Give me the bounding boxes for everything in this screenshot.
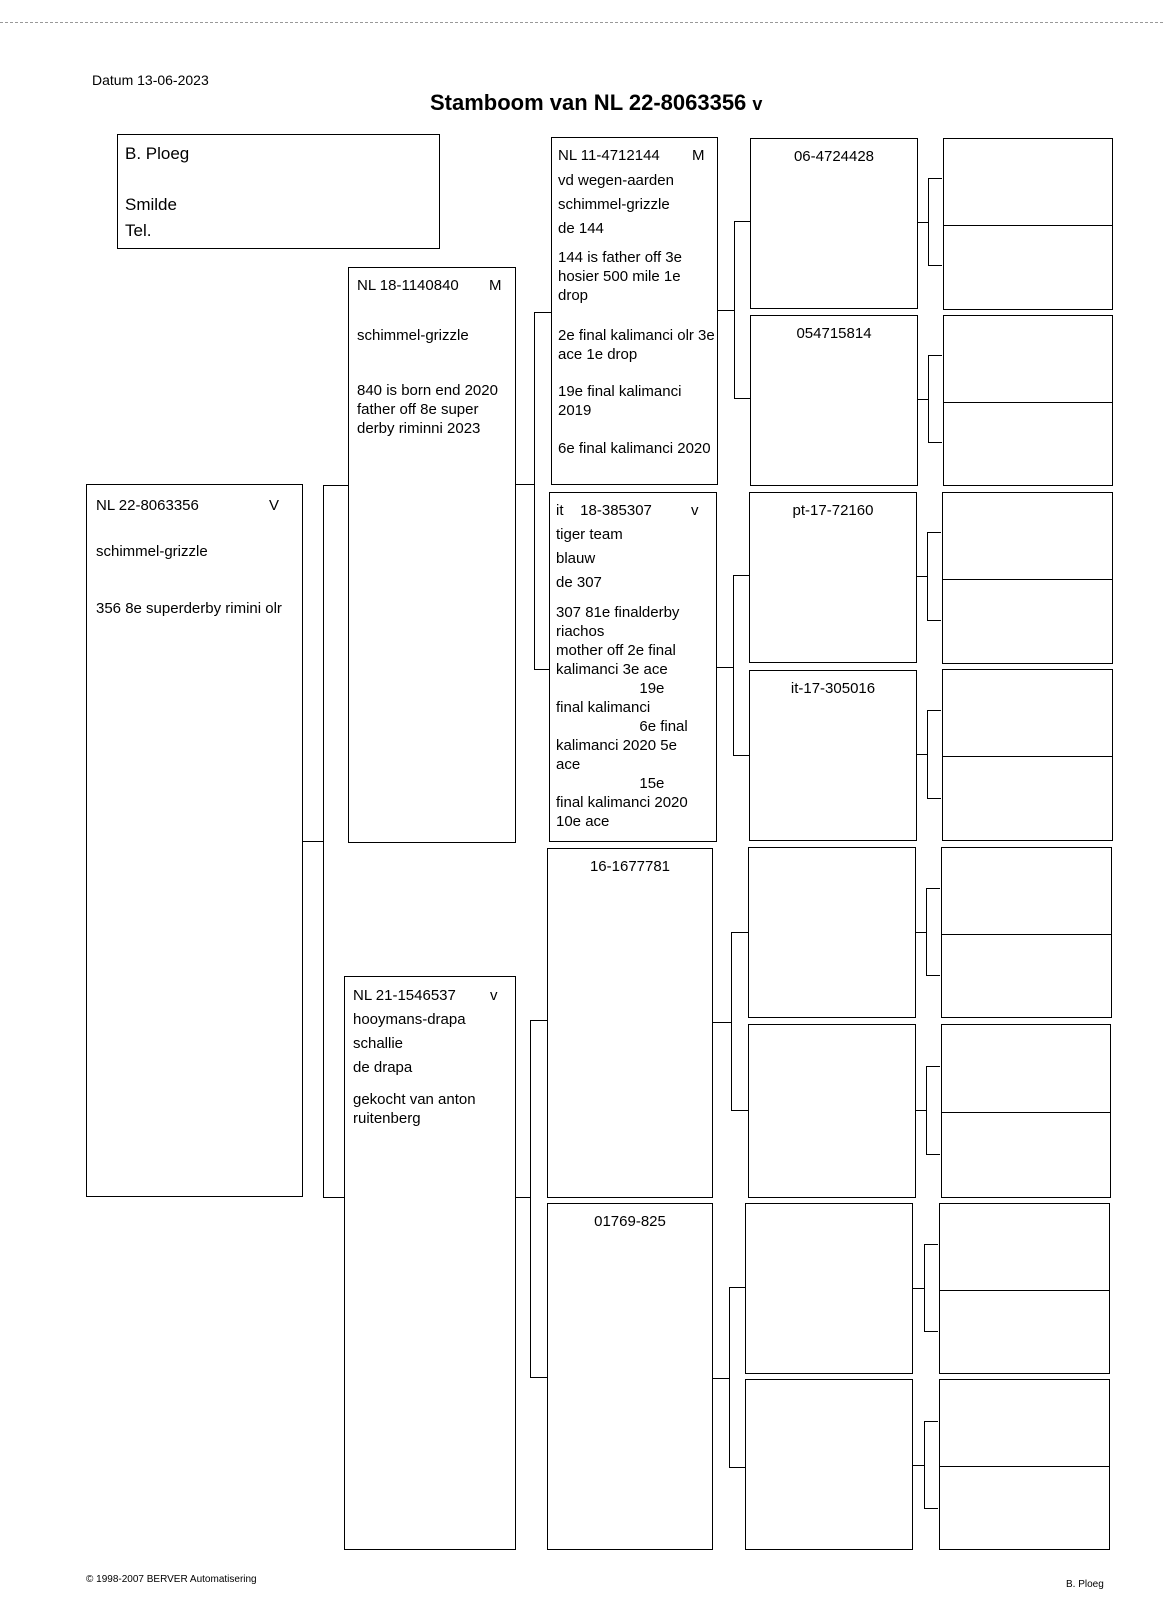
mother-ring: NL 21-1546537: [353, 987, 456, 1004]
ggp-box-2: [750, 315, 918, 486]
connector: [928, 178, 942, 179]
gp-fm-sex: v: [691, 502, 699, 519]
connector: [927, 710, 928, 798]
connector: [734, 398, 750, 399]
owner-phone: Tel.: [125, 221, 152, 240]
connector: [913, 1465, 924, 1466]
connector: [926, 888, 940, 889]
gp-mf-ring: 16-1677781: [589, 858, 671, 875]
gp-fm-line3: de 307: [556, 574, 602, 591]
connector: [927, 798, 941, 799]
connector: [323, 485, 324, 1197]
ggp-box-8: [745, 1379, 913, 1550]
gggp-divider: [940, 1466, 1109, 1467]
connector: [534, 312, 535, 669]
connector: [924, 1421, 938, 1422]
gp-ff-note4: 6e final kalimanci 2020: [558, 440, 711, 457]
connector: [928, 442, 942, 443]
ggp-3-ring: pt-17-72160: [792, 502, 874, 519]
gggp-divider: [944, 402, 1112, 403]
mother-note: gekocht van anton ruitenberg: [353, 1091, 476, 1127]
gp-mother-mother-box: [547, 1203, 713, 1550]
gp-fm-line2: blauw: [556, 550, 596, 567]
gggp-box-2: [943, 315, 1113, 486]
gp-fm-line1: tiger team: [556, 526, 623, 543]
gp-ff-note1: 144 is father off 3e hosier 500 mile 1e drop: [558, 249, 682, 304]
gp-fm-note: 307 81e finalderby riachos mother off 2e final kalimanci 3e ace 19e final kalimanci 6e final kalimanci 2020 5e ace 15e final kalimanci 2020 10e ace: [556, 604, 688, 830]
connector: [926, 975, 940, 976]
gp-ff-line1: vd wegen-aarden: [558, 172, 674, 189]
connector: [516, 484, 535, 485]
connector: [323, 485, 348, 486]
connector: [927, 532, 928, 620]
connector: [927, 532, 941, 533]
connector: [729, 1467, 745, 1468]
connector: [530, 1377, 547, 1378]
connector: [917, 576, 927, 577]
connector: [713, 1022, 731, 1023]
connector: [734, 221, 750, 222]
gp-ff-note3: 19e final kalimanci 2019: [558, 383, 682, 419]
connector: [926, 1066, 927, 1154]
gggp-box-5: [941, 847, 1112, 1018]
gggp-divider: [940, 1290, 1109, 1291]
gp-mother-father-box: [547, 848, 713, 1198]
connector: [717, 667, 734, 668]
connector: [928, 355, 929, 442]
connector: [534, 312, 551, 313]
connector: [928, 265, 942, 266]
ggp-box-5: [748, 847, 916, 1018]
page-title-text: Stamboom van NL 22-8063356: [430, 90, 747, 115]
gggp-box-3: [942, 492, 1113, 664]
gggp-divider: [942, 934, 1111, 935]
gp-ff-line2: schimmel-grizzle: [558, 196, 670, 213]
mother-line1: hooymans-drapa: [353, 1011, 466, 1028]
mother-sex: v: [490, 987, 498, 1004]
connector: [729, 1287, 745, 1288]
footer-owner: B. Ploeg: [1066, 1579, 1104, 1590]
subject-color: schimmel-grizzle: [96, 543, 208, 560]
ggp-box-1: [750, 138, 918, 309]
subject-sex: V: [269, 497, 280, 514]
connector: [729, 1287, 730, 1467]
mother-box: [344, 976, 516, 1550]
owner-city: Smilde: [125, 195, 177, 214]
connector: [918, 399, 928, 400]
connector: [530, 1020, 547, 1021]
gggp-divider: [943, 756, 1112, 757]
gggp-box-1: [943, 138, 1113, 310]
connector: [926, 1154, 940, 1155]
connector: [516, 1197, 531, 1198]
subject-ring: NL 22-8063356: [96, 497, 199, 514]
gggp-box-4: [942, 669, 1113, 841]
connector: [924, 1244, 938, 1245]
page-title: [430, 90, 762, 116]
gggp-box-6: [941, 1024, 1111, 1198]
father-note: 840 is born end 2020 father off 8e super derby riminni 2023: [357, 382, 498, 437]
gggp-divider: [943, 579, 1112, 580]
ggp-4-ring: it-17-305016: [790, 680, 876, 697]
gp-ff-line3: de 144: [558, 220, 604, 237]
connector: [927, 710, 941, 711]
ggp-box-7: [745, 1203, 913, 1374]
connector: [928, 178, 929, 265]
father-ring: NL 18-1140840: [357, 277, 459, 294]
connector: [926, 1066, 940, 1067]
connector: [926, 888, 927, 975]
connector: [928, 355, 942, 356]
gggp-box-8: [939, 1379, 1110, 1550]
connector: [916, 932, 926, 933]
connector: [718, 310, 735, 311]
father-sex: M: [489, 277, 502, 294]
subject-note: 356 8e superderby rimini olr: [96, 600, 282, 617]
ggp-box-4: [749, 670, 917, 841]
father-color: schimmel-grizzle: [357, 327, 469, 344]
gp-father-mother-box: [549, 492, 717, 842]
gggp-box-7: [939, 1203, 1110, 1374]
date-label: Datum 13-06-2023: [92, 72, 209, 88]
connector: [918, 222, 928, 223]
owner-name: B. Ploeg: [125, 144, 190, 163]
connector: [731, 932, 732, 1110]
connector: [924, 1331, 938, 1332]
footer-copyright: © 1998-2007 BERVER Automatisering: [86, 1574, 257, 1585]
connector: [733, 575, 734, 755]
gggp-divider: [944, 225, 1112, 226]
gp-ff-ring: NL 11-4712144: [558, 147, 660, 164]
connector: [713, 1378, 730, 1379]
page-title-suffix: v: [752, 94, 763, 114]
ggp-box-6: [748, 1024, 916, 1198]
connector: [917, 754, 927, 755]
connector: [733, 575, 749, 576]
ggp-box-3: [749, 492, 917, 663]
ggp-1-ring: 06-4724428: [793, 148, 875, 165]
owner-box: [117, 134, 440, 249]
connector: [303, 841, 324, 842]
mother-line2: schallie: [353, 1035, 404, 1052]
connector: [731, 1110, 748, 1111]
gp-mm-ring: 01769-825: [594, 1213, 666, 1230]
connector: [924, 1508, 938, 1509]
connector: [530, 1020, 531, 1377]
subject-box: [86, 484, 303, 1197]
father-box: [348, 267, 516, 843]
connector: [913, 1288, 924, 1289]
mother-line3: de drapa: [353, 1059, 413, 1076]
gp-fm-ring: it 18-385307: [556, 502, 652, 519]
connector: [734, 221, 735, 398]
gp-father-father-box: [551, 137, 718, 485]
ggp-2-ring: 054715814: [796, 325, 872, 342]
connector: [924, 1421, 925, 1508]
connector: [323, 1197, 344, 1198]
connector: [924, 1244, 925, 1331]
connector: [916, 1110, 926, 1111]
gp-ff-sex: M: [692, 147, 705, 164]
connector: [731, 932, 748, 933]
connector: [733, 755, 749, 756]
connector: [927, 620, 941, 621]
scan-edge: [0, 22, 1163, 23]
gggp-divider: [942, 1112, 1110, 1113]
gp-ff-note2: 2e final kalimanci olr 3e ace 1e drop: [558, 327, 715, 363]
